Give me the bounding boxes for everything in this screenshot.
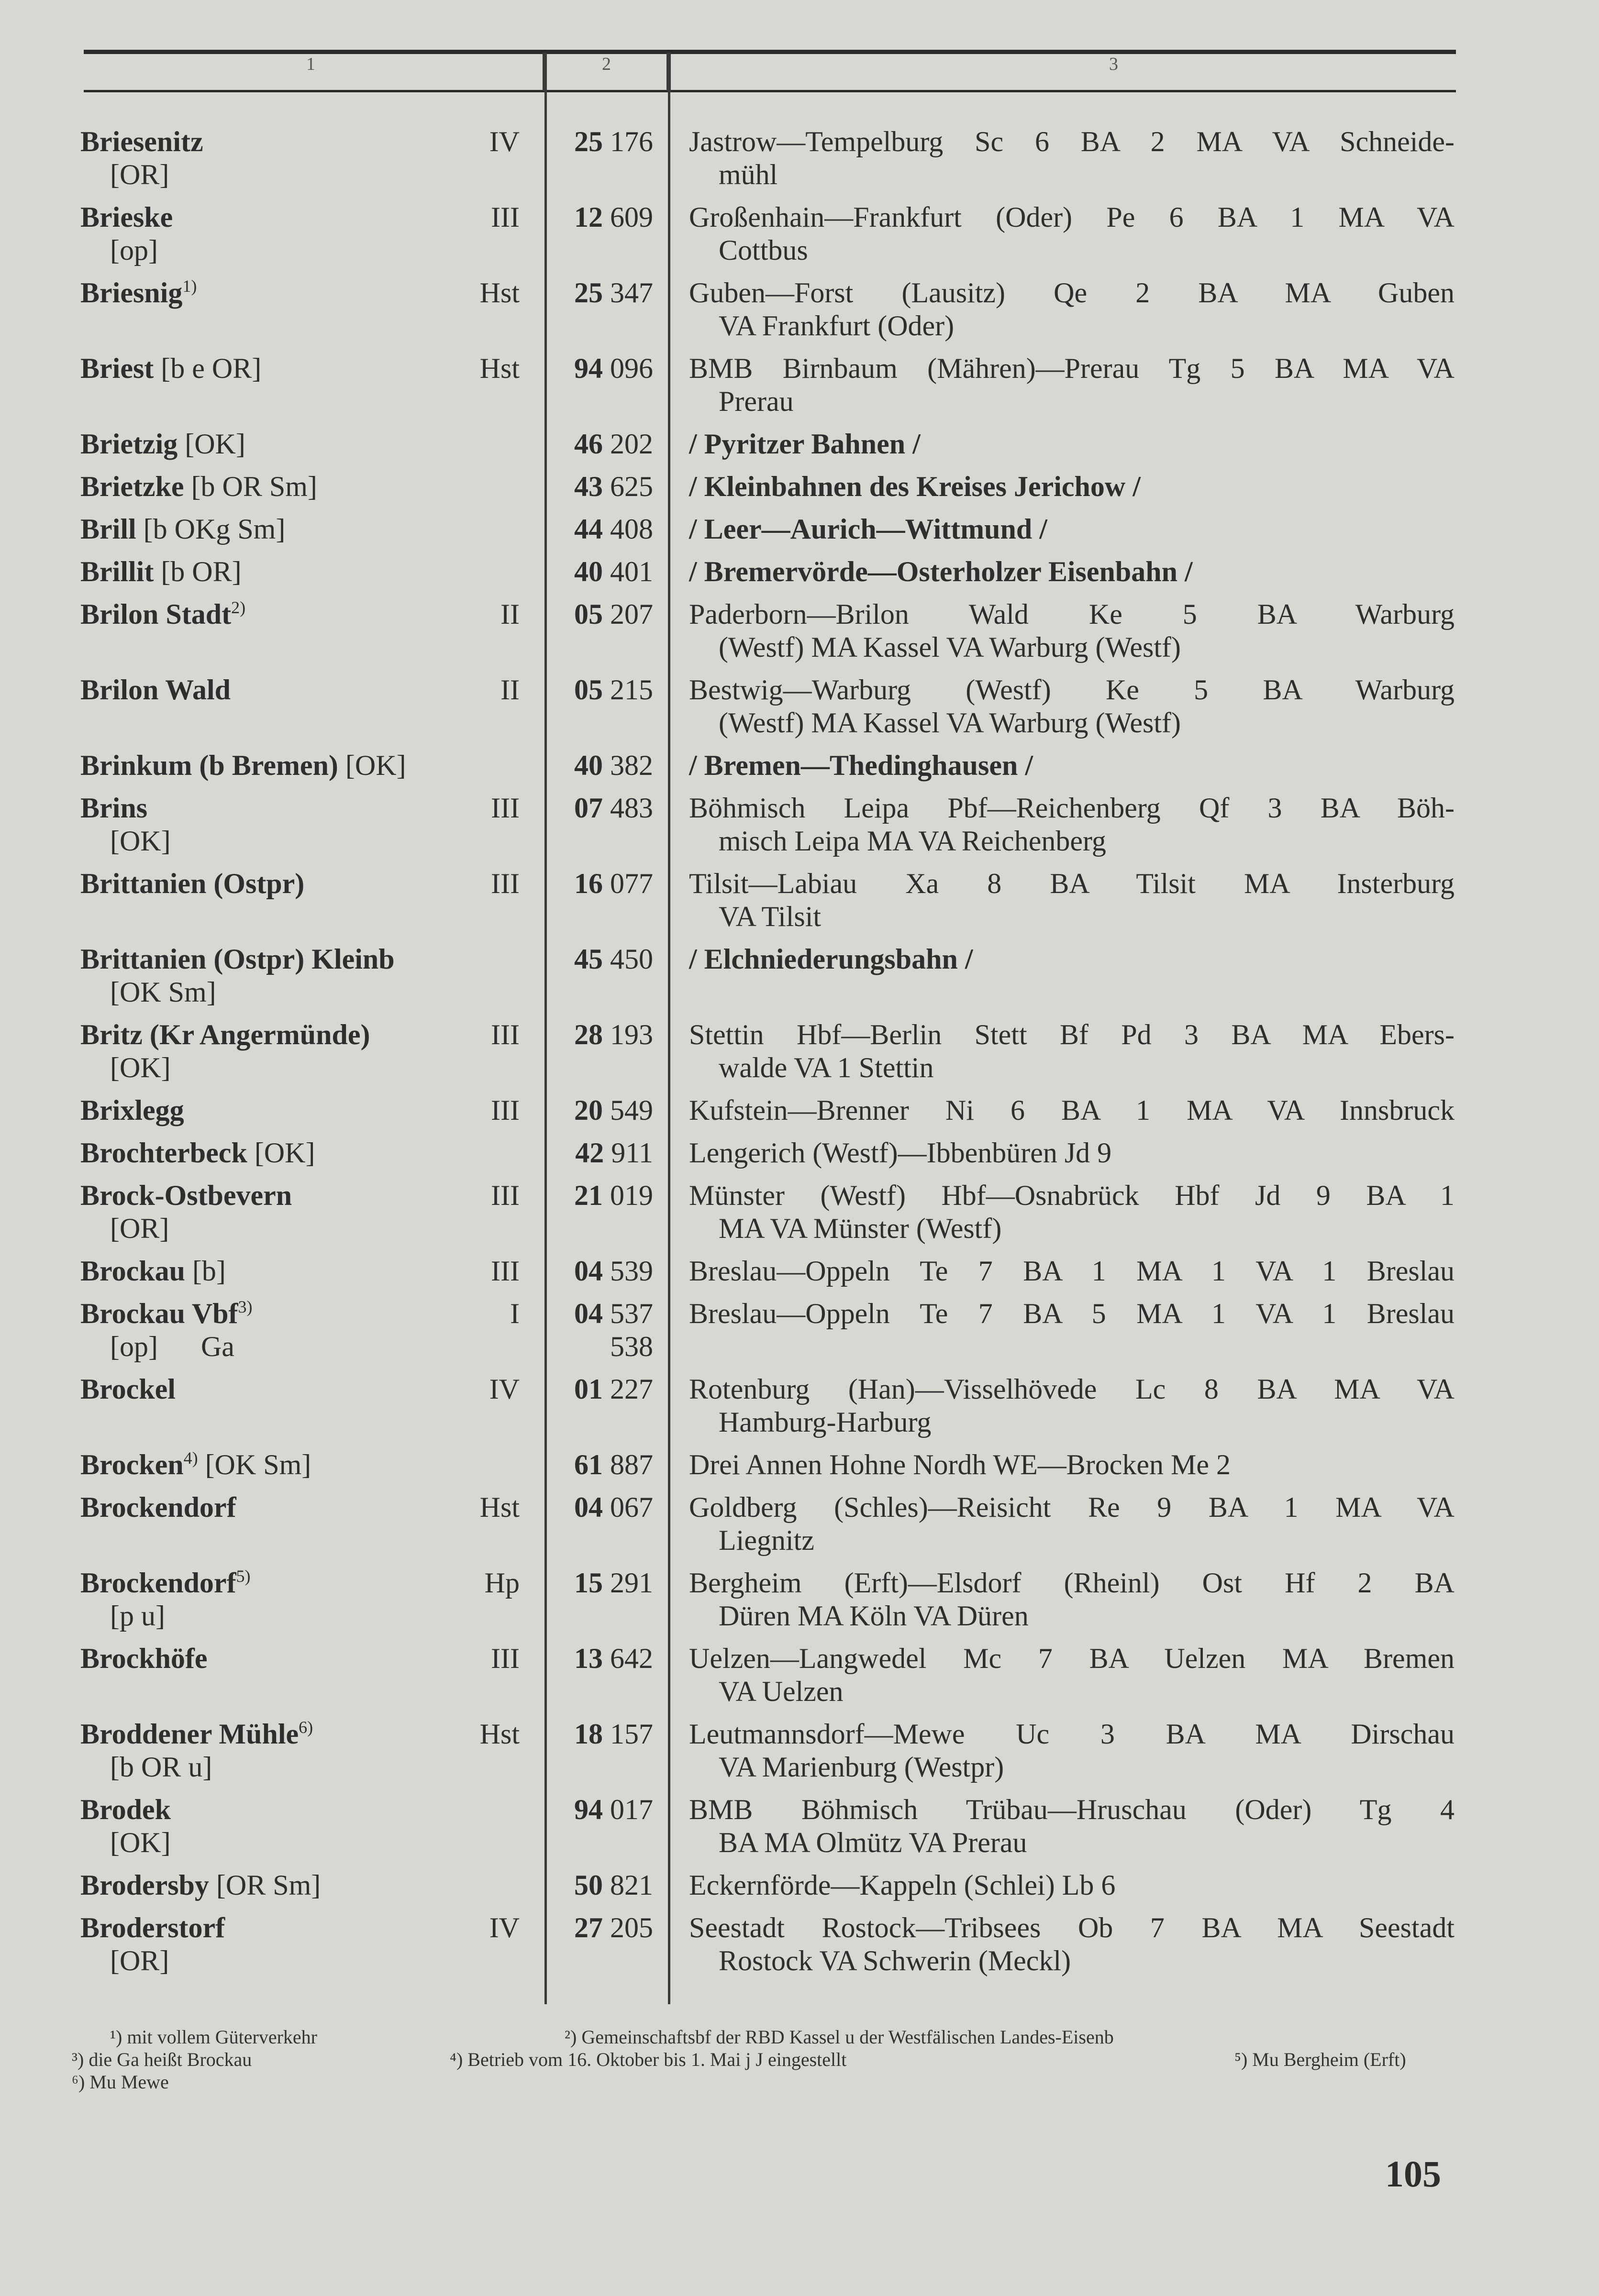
station-class: IV	[489, 1373, 520, 1405]
table-row	[0, 1567, 1599, 1633]
station-name-bold: Brockhöfe	[80, 1643, 208, 1674]
table-row	[0, 428, 1599, 461]
route-line: Hamburg-Harburg	[719, 1406, 932, 1438]
station-number	[550, 943, 653, 976]
station-name-bold: Brietzke	[80, 471, 184, 502]
station-class: III	[491, 1094, 520, 1126]
route-description	[689, 1255, 1455, 1288]
station-table	[0, 125, 1599, 1987]
station-class	[431, 470, 520, 503]
station-class: Hst	[479, 353, 520, 384]
station-name-bold: Brixlegg	[80, 1094, 184, 1126]
number-suffix: 642	[610, 1643, 653, 1674]
number-suffix: 821	[610, 1869, 653, 1901]
route-description	[689, 1137, 1455, 1170]
table-row	[0, 1491, 1599, 1557]
station-number	[550, 1718, 653, 1751]
route-line: VA Uelzen	[719, 1676, 844, 1707]
station-class	[431, 749, 520, 782]
number-prefix: 44	[574, 513, 603, 545]
number-prefix: 40	[574, 556, 603, 587]
route-line: misch Leipa MA VA Reichenberg	[719, 825, 1106, 857]
number-suffix: 537	[610, 1298, 653, 1329]
header-divider-bold-1	[543, 53, 547, 91]
route-line: Düren MA Köln VA Düren	[719, 1600, 1029, 1632]
number-suffix: 408	[610, 513, 653, 545]
station-name-bold: Brillit	[80, 556, 154, 587]
station-name-bold: Brockau	[80, 1255, 185, 1287]
route-description	[689, 673, 1455, 740]
route-line: Böhmisch Leipa Pbf—Reichenberg Qf 3 BA Böh-	[689, 792, 1455, 824]
station-codes-line2: [OR]	[110, 159, 169, 190]
number-suffix: 215	[610, 674, 653, 706]
route-description	[689, 125, 1455, 191]
number-prefix: 20	[574, 1094, 603, 1126]
station-name-bold: Brittanien (Ostpr)	[80, 868, 305, 899]
route-description	[689, 1869, 1455, 1902]
station-class	[431, 1137, 520, 1170]
table-row	[0, 673, 1599, 740]
route-line: (Westf) MA Kassel VA Warburg (Westf)	[719, 707, 1181, 739]
station-number	[550, 1793, 653, 1826]
number-suffix: 193	[610, 1019, 653, 1050]
number-prefix: 50	[574, 1869, 603, 1901]
table-row	[0, 1179, 1599, 1245]
route-line: / Bremervörde—Osterholzer Eisenbahn /	[689, 556, 1193, 587]
route-description	[689, 1567, 1455, 1633]
route-description	[689, 1297, 1455, 1330]
table-row	[0, 1373, 1599, 1439]
number-suffix: 625	[610, 471, 653, 502]
number-suffix: 450	[610, 943, 653, 975]
station-codes-line2: [OK]	[110, 1827, 171, 1858]
route-description	[689, 428, 1455, 461]
number-suffix: 202	[610, 428, 653, 460]
number-prefix: 21	[574, 1180, 603, 1211]
station-name-bold: Briesnig	[80, 277, 183, 309]
route-line: Kufstein—Brenner Ni 6 BA 1 MA VA Innsbruck	[689, 1094, 1455, 1126]
station-name-bold: Briesenitz	[80, 126, 203, 157]
route-line: Liegnitz	[719, 1524, 814, 1556]
table-row	[0, 1869, 1599, 1902]
number-prefix: 04	[574, 1255, 603, 1287]
route-description	[689, 1094, 1455, 1127]
station-class: III	[491, 868, 520, 899]
station-name-bold: Brocken	[80, 1449, 184, 1480]
route-description	[689, 1718, 1455, 1784]
footnote-ref: 3)	[238, 1297, 253, 1316]
route-line: Großenhain—Frankfurt (Oder) Pe 6 BA 1 MA VA	[689, 201, 1455, 233]
footnote-ref: 2)	[231, 598, 246, 617]
station-codes: [OR Sm]	[209, 1869, 321, 1901]
station-number	[550, 201, 653, 234]
station-class: Hst	[479, 1491, 520, 1523]
station-codes-line2: [OR]	[110, 1213, 169, 1244]
table-row	[0, 943, 1599, 1009]
route-description	[689, 598, 1455, 664]
column-header-3: 3	[1109, 54, 1118, 74]
station-class	[431, 1793, 520, 1826]
route-description	[689, 1491, 1455, 1557]
route-line: / Elchniederungsbahn /	[689, 943, 973, 975]
station-number	[550, 276, 653, 309]
station-codes: [OK]	[338, 750, 406, 781]
station-number	[550, 1911, 653, 1944]
station-class: II	[500, 674, 520, 706]
table-row	[0, 1911, 1599, 1977]
station-codes-line2: [OK Sm]	[110, 976, 216, 1008]
route-line: Eckernförde—Kappeln (Schlei) Lb 6	[689, 1869, 1116, 1901]
number-suffix: 483	[610, 792, 653, 824]
station-class: I	[510, 1298, 520, 1329]
route-description	[689, 470, 1455, 503]
column-header-1: 1	[306, 54, 315, 74]
route-line: MA VA Münster (Westf)	[719, 1213, 1002, 1244]
number-suffix: 539	[610, 1255, 653, 1287]
number-prefix: 27	[574, 1912, 603, 1943]
number-prefix: 12	[574, 201, 603, 233]
station-name-bold: Brill	[80, 513, 136, 545]
route-description	[689, 867, 1455, 933]
route-line: Guben—Forst (Lausitz) Qe 2 BA MA Guben	[689, 277, 1455, 309]
table-row	[0, 1642, 1599, 1708]
route-line: / Bremen—Thedinghausen /	[689, 750, 1033, 781]
table-row	[0, 1793, 1599, 1859]
table-row	[0, 598, 1599, 664]
header-divider-bold-2	[666, 53, 671, 91]
route-description	[689, 1448, 1455, 1481]
number-prefix: 94	[574, 1794, 603, 1825]
number-prefix: 16	[574, 868, 603, 899]
route-line: BMB Böhmisch Trübau—Hruschau (Oder) Tg 4	[689, 1794, 1455, 1825]
number-prefix: 42	[575, 1137, 604, 1169]
route-description	[689, 1911, 1455, 1977]
station-number	[550, 867, 653, 900]
number-prefix: 94	[574, 353, 603, 384]
table-row	[0, 1718, 1599, 1784]
station-codes: [OK]	[178, 428, 245, 460]
number-suffix: 019	[610, 1180, 653, 1211]
number-prefix: 04	[574, 1491, 603, 1523]
station-number	[550, 598, 653, 631]
route-line: Goldberg (Schles)—Reisicht Re 9 BA 1 MA VA	[689, 1491, 1455, 1523]
station-name-bold: Brodersby	[80, 1869, 209, 1901]
table-row	[0, 749, 1599, 782]
station-class	[431, 1869, 520, 1902]
station-class: III	[491, 792, 520, 824]
number-suffix: 609	[610, 201, 653, 233]
station-number	[550, 1869, 653, 1902]
table-row	[0, 1018, 1599, 1084]
route-line: VA Frankfurt (Oder)	[719, 310, 955, 342]
station-number	[550, 749, 653, 782]
number-prefix: 61	[574, 1449, 603, 1480]
table-row	[0, 1094, 1599, 1127]
table-row	[0, 1137, 1599, 1170]
station-class	[431, 428, 520, 461]
number-suffix: 401	[610, 556, 653, 587]
station-codes: [OK]	[247, 1137, 315, 1169]
number-suffix: 291	[610, 1567, 653, 1599]
station-class: Hst	[479, 277, 520, 309]
station-name-bold: Brockau Vbf	[80, 1298, 238, 1329]
station-number	[550, 1137, 653, 1170]
table-row	[0, 1297, 1599, 1363]
table-row	[0, 513, 1599, 546]
column-header-2: 2	[602, 54, 611, 74]
route-line: / Leer—Aurich—Wittmund /	[689, 513, 1047, 545]
station-number	[550, 1018, 653, 1051]
route-line: Münster (Westf) Hbf—Osnabrück Hbf Jd 9 BA 1	[689, 1180, 1455, 1211]
route-description	[689, 792, 1455, 858]
station-class: Hst	[479, 1718, 520, 1750]
number-prefix: 45	[574, 943, 603, 975]
station-codes-line2: [OK]	[110, 1052, 171, 1083]
station-codes: [b]	[185, 1255, 226, 1287]
station-class: III	[491, 201, 520, 233]
route-description	[689, 943, 1455, 976]
station-name-bold: Broderstorf	[80, 1912, 225, 1943]
footnote-5: ⁵) Mu Bergheim (Erft)	[1234, 2049, 1406, 2070]
table-row	[0, 1448, 1599, 1481]
station-name-bold: Brins	[80, 792, 148, 824]
route-description	[689, 555, 1455, 588]
table-row	[0, 352, 1599, 418]
station-number	[550, 1642, 653, 1675]
footnote-ref: 5)	[236, 1567, 251, 1586]
header-bottom-rule	[84, 90, 1456, 92]
route-line: BA MA Olmütz VA Prerau	[719, 1827, 1027, 1858]
station-class	[431, 1448, 520, 1481]
footnote-ref: 4)	[183, 1448, 198, 1468]
number-prefix: 07	[574, 792, 603, 824]
table-row	[0, 1255, 1599, 1288]
station-class: III	[491, 1643, 520, 1674]
station-codes-line2: [OK]	[110, 825, 171, 857]
station-number	[550, 1094, 653, 1127]
station-name-bold: Britz (Kr Angermünde)	[80, 1019, 370, 1050]
station-name-bold: Brochterbeck	[80, 1137, 247, 1169]
number-prefix: 25	[574, 277, 603, 309]
station-number	[550, 555, 653, 588]
route-description	[689, 352, 1455, 418]
station-codes: [OK Sm]	[198, 1449, 311, 1480]
station-name-bold: Brockel	[80, 1373, 176, 1405]
number-suffix: 347	[610, 277, 653, 309]
station-number	[550, 1373, 653, 1406]
station-codes-line2: [op] Ga	[110, 1331, 234, 1362]
route-description	[689, 749, 1455, 782]
route-line: VA Marienburg (Westpr)	[719, 1751, 1004, 1783]
route-description	[689, 1642, 1455, 1708]
route-description	[689, 1179, 1455, 1245]
number-prefix: 01	[574, 1373, 603, 1405]
route-line: Leutmannsdorf—Mewe Uc 3 BA MA Dirschau	[689, 1718, 1455, 1750]
route-line: Lengerich (Westf)—Ibbenbüren Jd 9	[689, 1137, 1112, 1169]
footnote-3: ³) die Ga heißt Brockau	[72, 2049, 252, 2070]
table-row	[0, 470, 1599, 503]
number-suffix: 017	[610, 1794, 653, 1825]
number-prefix: 40	[574, 750, 603, 781]
station-number	[550, 792, 653, 825]
route-line: Breslau—Oppeln Te 7 BA 5 MA 1 VA 1 Breslau	[689, 1298, 1455, 1329]
number-suffix: 067	[610, 1491, 653, 1523]
route-line: / Pyritzer Bahnen /	[689, 428, 921, 460]
number-prefix: 13	[574, 1643, 603, 1674]
station-name-bold: Brilon Stadt	[80, 598, 232, 630]
table-row	[0, 555, 1599, 588]
route-line: Rotenburg (Han)—Visselhövede Lc 8 BA MA VA	[689, 1373, 1455, 1405]
station-number	[550, 1567, 653, 1600]
number-prefix: 15	[574, 1567, 603, 1599]
station-name-bold: Brockendorf	[80, 1491, 236, 1523]
route-line: Rostock VA Schwerin (Meckl)	[719, 1945, 1071, 1976]
route-line: Stettin Hbf—Berlin Stett Bf Pd 3 BA MA Ebers-	[689, 1019, 1455, 1050]
station-name-bold: Brodek	[80, 1794, 171, 1825]
station-name-bold: Brietzig	[80, 428, 178, 460]
route-line: (Westf) MA Kassel VA Warburg (Westf)	[719, 631, 1181, 663]
footnote-4: ⁴) Betrieb vom 16. Oktober bis 1. Mai j J eingestellt	[450, 2049, 847, 2070]
number-prefix: 05	[574, 674, 603, 706]
station-codes-line2: [OR]	[110, 1945, 169, 1976]
footnote-ref: 1)	[182, 276, 197, 296]
station-number	[550, 513, 653, 546]
route-line: / Kleinbahnen des Kreises Jerichow /	[689, 471, 1141, 502]
route-line: Uelzen—Langwedel Mc 7 BA Uelzen MA Bremen	[689, 1643, 1455, 1674]
station-number	[550, 470, 653, 503]
number-suffix: 911	[611, 1137, 653, 1169]
station-name-bold: Brinkum (b Bremen)	[80, 750, 338, 781]
table-top-rule	[84, 50, 1456, 54]
route-description	[689, 1018, 1455, 1084]
station-codes: [b OKg Sm]	[136, 513, 286, 545]
table-row	[0, 867, 1599, 933]
station-name-bold: Brock-Ostbevern	[80, 1180, 292, 1211]
route-line: VA Tilsit	[719, 901, 822, 932]
table-row	[0, 792, 1599, 858]
table-row	[0, 276, 1599, 342]
station-class: III	[491, 1019, 520, 1050]
route-line: Tilsit—Labiau Xa 8 BA Tilsit MA Insterburg	[689, 868, 1455, 899]
route-line: BMB Birnbaum (Mähren)—Prerau Tg 5 BA MA VA	[689, 353, 1455, 384]
route-description	[689, 276, 1455, 342]
station-number	[550, 352, 653, 385]
number-suffix: 887	[610, 1449, 653, 1480]
station-codes: [b OR]	[154, 556, 242, 587]
number-prefix: 04	[574, 1298, 603, 1329]
number-prefix: 43	[574, 471, 603, 502]
station-class	[431, 943, 520, 976]
footnote-6: ⁶) Mu Mewe	[72, 2071, 169, 2093]
number-suffix: 207	[610, 598, 653, 630]
station-codes: [b OR Sm]	[184, 471, 317, 502]
station-number-2: 538	[610, 1331, 653, 1362]
number-prefix: 46	[574, 428, 603, 460]
station-codes-line2: [op]	[110, 234, 158, 266]
footnote-2: ²) Gemeinschaftsbf der RBD Kassel u der Westfälischen Landes-Eisenb	[565, 2026, 1114, 2048]
route-line: Jastrow—Tempelburg Sc 6 BA 2 MA VA Schneide-	[689, 126, 1455, 157]
route-line: Seestadt Rostock—Tribsees Ob 7 BA MA Seestadt	[689, 1912, 1455, 1943]
route-description	[689, 1373, 1455, 1439]
station-name-bold: Briest	[80, 353, 154, 384]
station-name-bold: Brittanien (Ostpr) Kleinb	[80, 943, 395, 975]
route-line: Prerau	[719, 386, 794, 417]
station-class: IV	[489, 126, 520, 157]
route-line: Cottbus	[719, 234, 808, 266]
station-name-bold: Brieske	[80, 201, 173, 233]
station-codes: [b e OR]	[154, 353, 262, 384]
station-number	[550, 1179, 653, 1212]
station-number	[550, 1448, 653, 1481]
number-suffix: 096	[610, 353, 653, 384]
number-prefix: 18	[574, 1718, 603, 1750]
station-name-bold: Broddener Mühle	[80, 1718, 299, 1750]
number-suffix: 549	[610, 1094, 653, 1126]
station-name-bold: Brockendorf	[80, 1567, 236, 1599]
station-name-bold: Brilon Wald	[80, 674, 231, 706]
station-codes-line2: [b OR u]	[110, 1751, 212, 1783]
page-number: 105	[1385, 2153, 1441, 2195]
route-line: Drei Annen Hohne Nordh WE—Brocken Me 2	[689, 1449, 1231, 1480]
route-line: mühl	[719, 159, 778, 190]
route-description	[689, 513, 1455, 546]
number-prefix: 05	[574, 598, 603, 630]
route-line: Breslau—Oppeln Te 7 BA 1 MA 1 VA 1 Breslau	[689, 1255, 1455, 1287]
station-class: III	[491, 1255, 520, 1287]
number-prefix: 28	[574, 1019, 603, 1050]
number-suffix: 077	[610, 868, 653, 899]
station-number	[550, 1255, 653, 1288]
station-number	[550, 1491, 653, 1524]
number-prefix: 25	[574, 126, 603, 157]
route-line: Bergheim (Erft)—Elsdorf (Rheinl) Ost Hf 2 BA	[689, 1567, 1455, 1599]
footnote-ref: 6)	[299, 1718, 313, 1737]
station-codes-line2: [p u]	[110, 1600, 165, 1632]
route-line: Bestwig—Warburg (Westf) Ke 5 BA Warburg	[689, 674, 1455, 706]
station-class: III	[491, 1180, 520, 1211]
station-class: II	[500, 598, 520, 630]
number-suffix: 205	[610, 1912, 653, 1943]
station-class	[431, 513, 520, 546]
route-line: walde VA 1 Stettin	[719, 1052, 934, 1083]
number-suffix: 176	[610, 126, 653, 157]
station-class: IV	[489, 1912, 520, 1943]
route-line: Paderborn—Brilon Wald Ke 5 BA Warburg	[689, 598, 1455, 630]
station-class: Hp	[484, 1567, 520, 1599]
table-row	[0, 125, 1599, 191]
station-number	[550, 1297, 653, 1363]
station-number	[550, 428, 653, 461]
route-description	[689, 201, 1455, 267]
footnote-1: ¹) mit vollem Güterverkehr	[110, 2026, 317, 2048]
station-number	[550, 125, 653, 158]
number-suffix: 382	[610, 750, 653, 781]
route-description	[689, 1793, 1455, 1859]
station-class	[431, 555, 520, 588]
number-suffix: 227	[610, 1373, 653, 1405]
number-suffix: 157	[610, 1718, 653, 1750]
station-number	[550, 673, 653, 706]
table-row	[0, 201, 1599, 267]
